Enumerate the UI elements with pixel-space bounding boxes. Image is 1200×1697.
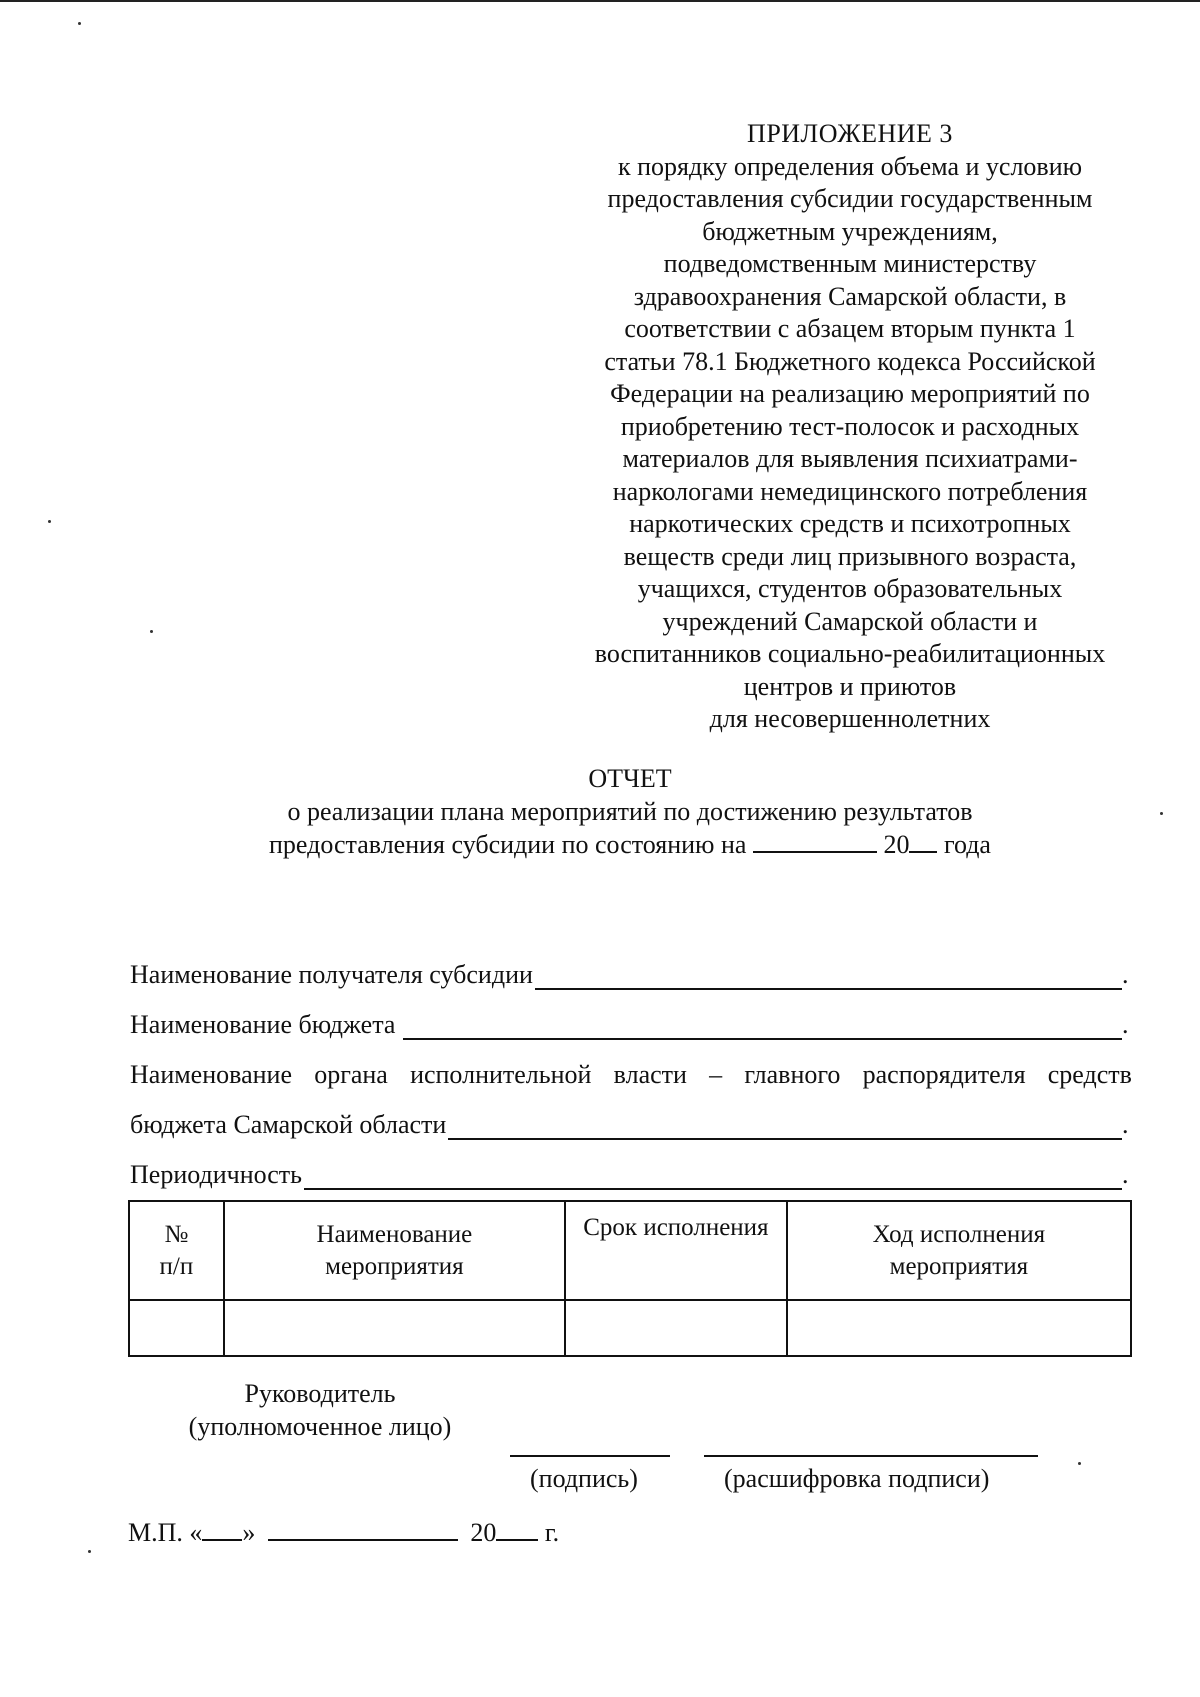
appendix-line: материалов для выявления психиатрами- (622, 444, 1078, 473)
appendix-line: подведомственным министерству (663, 249, 1037, 278)
report-date-prefix: предоставления субсидии по состоянию на (269, 830, 747, 859)
appendix-line: учреждений Самарской области и (662, 606, 1038, 636)
appendix-line: приобретению тест-полосок и расходных (620, 411, 1080, 441)
end-mark: . (1122, 1110, 1129, 1139)
stamp-close: » (242, 1518, 256, 1547)
appendix-line: для несовершеннолетних (709, 704, 991, 733)
report-year-blank[interactable] (909, 829, 937, 853)
scan-speck (78, 22, 81, 25)
signature-decode-caption: (расшифровка подписи) (724, 1464, 990, 1493)
authority-word: исполнительной (410, 1060, 592, 1089)
header-number-line: № (164, 1220, 189, 1248)
events-table (128, 1200, 1132, 1357)
table-cell[interactable] (224, 1300, 565, 1356)
header-number (129, 1201, 224, 1300)
appendix-line: центров и приютов (743, 671, 957, 701)
authority-field-line1 (130, 1040, 1132, 1090)
authority-word: власти (613, 1060, 687, 1089)
header-event-name-line: Наименование (316, 1220, 473, 1248)
table-header-row (129, 1201, 1131, 1300)
header-event-name (224, 1201, 565, 1300)
header-progress-line: мероприятия (889, 1252, 1029, 1280)
header-deadline (565, 1201, 787, 1300)
recipient-field (130, 940, 1132, 990)
authority-blank[interactable] (448, 1118, 1122, 1140)
appendix-line: учащихся, студентов образовательных (637, 574, 1063, 603)
periodicity-field (130, 1140, 1132, 1190)
stamp-date-line (128, 1517, 559, 1548)
authority-word: главного (744, 1060, 841, 1089)
appendix-line: наркологами немедицинского потребления (612, 476, 1088, 506)
periodicity-label: Периодичность (130, 1160, 303, 1189)
appendix-line: воспитанников социально-реабилитационных (594, 639, 1106, 668)
appendix-line: наркотических средств и психотропных (629, 509, 1071, 538)
header-event-name-line: мероприятия (325, 1252, 464, 1280)
appendix-title: ПРИЛОЖЕНИЕ 3 (747, 119, 953, 148)
appendix-heading (570, 118, 1130, 736)
authority-word: органа (314, 1060, 388, 1089)
appendix-line: здравоохранения Самарской области, в (633, 281, 1067, 311)
budget-field (130, 990, 1132, 1040)
header-progress-line: Ход исполнения (872, 1220, 1046, 1248)
scan-speck (1160, 812, 1163, 815)
table-row (129, 1300, 1131, 1356)
stamp-month-blank[interactable] (268, 1517, 458, 1541)
header-progress (787, 1201, 1131, 1300)
recipient-label: Наименование получателя субсидии (130, 960, 533, 989)
appendix-line: статьи 78.1 Бюджетного кодекса Российской (604, 346, 1096, 376)
signature-caption: (подпись) (530, 1464, 638, 1493)
signer-block (150, 1377, 490, 1443)
authority-word: Наименование (130, 1060, 292, 1089)
report-subtitle-line: о реализации плана мероприятий по достижению результатов (287, 797, 973, 826)
authority-field-line2 (130, 1090, 1132, 1140)
appendix-line: веществ среди лиц призывного возраста, (623, 541, 1077, 571)
report-year-suffix: года (943, 830, 991, 859)
stamp-day-blank[interactable] (202, 1517, 242, 1541)
authority-cont-label: бюджета Самарской области (130, 1110, 447, 1139)
appendix-line: к порядку определения объема и условию (617, 151, 1083, 181)
appendix-line: бюджетным учреждениям, (702, 216, 998, 246)
appendix-line: Федерации на реализацию мероприятий по (610, 379, 1090, 408)
signer-subtitle: (уполномоченное лицо) (188, 1412, 452, 1441)
periodicity-blank[interactable] (304, 1168, 1122, 1190)
table-cell[interactable] (129, 1300, 224, 1356)
signature-decode-line[interactable] (704, 1455, 1038, 1457)
stamp-year-prefix: 20 (470, 1518, 497, 1547)
scan-speck (88, 1550, 91, 1553)
appendix-line: предоставления субсидии государственным (607, 184, 1093, 213)
table-cell[interactable] (787, 1300, 1131, 1356)
header-number-line: п/п (159, 1252, 194, 1280)
stamp-prefix: М.П. « (128, 1518, 203, 1547)
recipient-blank[interactable] (535, 968, 1122, 990)
stamp-year-blank[interactable] (496, 1517, 538, 1541)
report-heading (130, 762, 1130, 861)
scan-speck (48, 520, 51, 523)
end-mark: . (1122, 1010, 1129, 1039)
report-fields (130, 940, 1132, 1190)
appendix-line: соответствии с абзацем вторым пункта 1 (624, 314, 1076, 343)
signature-line[interactable] (510, 1455, 670, 1457)
report-subtitle-line (130, 828, 1130, 861)
stamp-year-suffix: г. (544, 1518, 560, 1547)
table-cell[interactable] (565, 1300, 787, 1356)
budget-blank[interactable] (403, 1018, 1122, 1040)
end-mark: . (1122, 1160, 1129, 1189)
end-mark: . (1122, 960, 1129, 989)
report-title: ОТЧЕТ (588, 764, 672, 793)
authority-word: – (709, 1060, 723, 1089)
header-deadline-line: Срок исполнения (583, 1214, 769, 1241)
scan-speck (150, 630, 153, 633)
report-year-prefix: 20 (883, 830, 910, 859)
signer-title: Руководитель (244, 1379, 396, 1408)
budget-label: Наименование бюджета (130, 1010, 396, 1039)
scan-speck (1078, 1462, 1081, 1465)
report-date-blank[interactable] (753, 829, 877, 853)
authority-word: средств (1047, 1060, 1132, 1089)
authority-word: распорядителя (862, 1060, 1026, 1089)
